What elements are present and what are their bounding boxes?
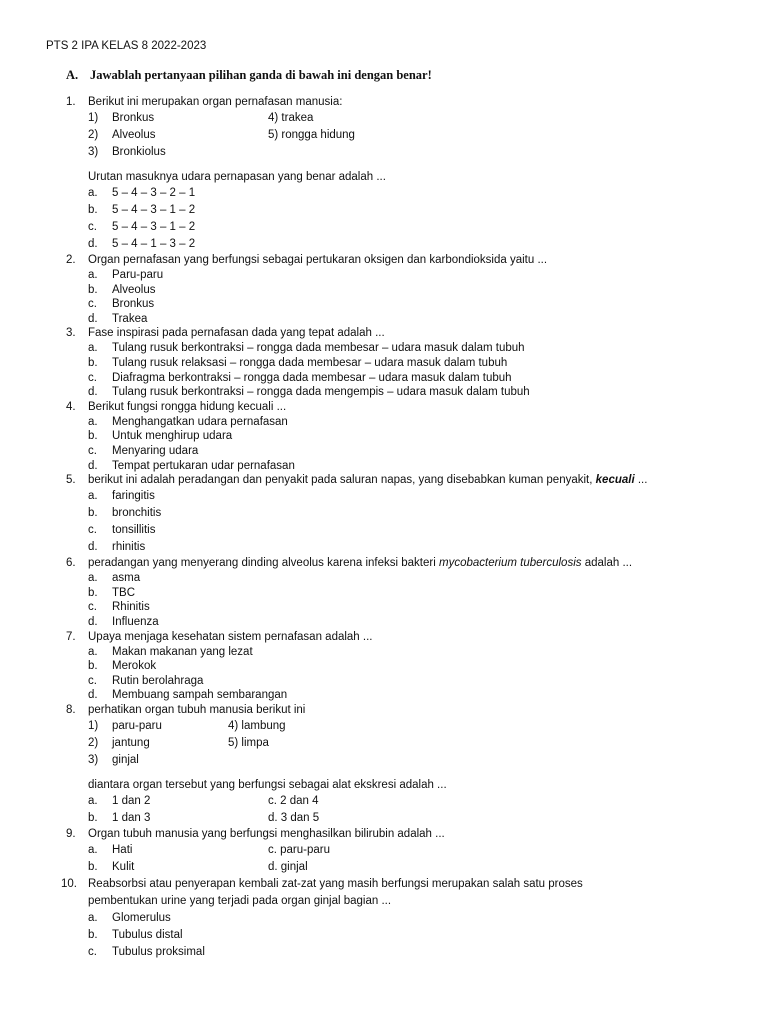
answer-option[interactable]: d. rhinitis [88, 541, 146, 554]
organ-list [88, 718, 746, 769]
answer-option[interactable]: b. Alveolus [88, 283, 156, 296]
answer-option[interactable]: c. Menyaring udara [88, 444, 199, 457]
answer-option[interactable]: a. Paru-paru [88, 269, 164, 281]
answer-options [88, 341, 746, 399]
question-text: Fase inspirasi pada pernafasan dada yang tepat adalah ... [88, 327, 385, 340]
section-heading [66, 68, 432, 83]
answer-option[interactable]: d. Trakea [88, 312, 148, 325]
answer-option[interactable]: d. Tempat pertukaran udar pernafasan [88, 459, 295, 472]
list-item: 4) lambung [228, 719, 286, 732]
section-label: A. [66, 68, 79, 82]
question-text: Reabsorbsi atau penyerapan kembali zat-zat yang masih berfungsi merupakan salah satu proses [88, 877, 583, 890]
answer-options [88, 185, 746, 253]
list-item: 1) paru-paru [88, 719, 162, 732]
list-item: 3) ginjal [88, 753, 139, 766]
answer-option[interactable]: a. asma [88, 572, 141, 585]
question-8 [66, 703, 746, 827]
question-3 [66, 326, 746, 399]
answer-option[interactable]: c. Tubulus proksimal [88, 945, 205, 958]
answer-option[interactable]: d. 5 – 4 – 1 – 3 – 2 [88, 238, 196, 250]
answer-options [88, 571, 746, 629]
answer-options [88, 793, 746, 827]
question-text: perhatikan organ tubuh manusia berikut ini [88, 703, 306, 716]
answer-option[interactable]: c. tonsillitis [88, 524, 156, 537]
question-number: 4. [66, 400, 76, 413]
answer-option[interactable]: d. ginjal [268, 860, 308, 873]
list-item: 2) jantung [88, 736, 150, 749]
answer-option[interactable]: d. 3 dan 5 [268, 811, 320, 824]
list-item: 4) trakea [268, 112, 314, 124]
question-6 [66, 556, 746, 629]
answer-option[interactable]: c. Diafragma berkontraksi – rongga dada membesar – udara masuk dalam tubuh [88, 371, 512, 384]
question-number: 9. [66, 827, 76, 840]
answer-option[interactable]: a. Glomerulus [88, 911, 171, 924]
answer-option[interactable]: b. Merokok [88, 660, 157, 673]
answer-option[interactable]: b. Kulit [88, 860, 135, 873]
answer-option[interactable]: a. Tulang rusuk berkontraksi – rongga dada membesar – udara masuk dalam tubuh [88, 342, 525, 355]
question-9 [66, 827, 746, 876]
question-5 [66, 473, 746, 556]
question-text: Organ tubuh manusia yang berfungsi menghasilkan bilirubin adalah ... [88, 827, 445, 840]
answer-option[interactable]: b. 1 dan 3 [88, 811, 151, 824]
answer-option[interactable]: d. Influenza [88, 615, 159, 628]
answer-option[interactable]: b. bronchitis [88, 507, 162, 520]
question-text: Upaya menjaga kesehatan sistem pernafasan adalah ... [88, 630, 373, 643]
document-header: PTS 2 IPA KELAS 8 2022-2023 [46, 40, 207, 52]
answer-option[interactable]: b. Tubulus distal [88, 928, 183, 941]
question-number: 2. [66, 254, 76, 266]
answer-option[interactable]: b. 5 – 4 – 3 – 1 – 2 [88, 204, 196, 216]
answer-option[interactable]: c. paru-paru [268, 843, 331, 856]
answer-option[interactable]: a. 1 dan 2 [88, 794, 151, 807]
answer-option[interactable]: a. Makan makanan yang lezat [88, 645, 253, 658]
question-prompt: Urutan masuknya udara pernapasan yang benar adalah ... [88, 171, 386, 183]
answer-options [88, 415, 746, 473]
list-item: 5) limpa [228, 736, 269, 749]
answer-options [88, 645, 746, 703]
answer-option[interactable]: c. Rhinitis [88, 601, 150, 614]
question-1 [66, 95, 746, 253]
answer-options [88, 910, 746, 961]
question-number: 3. [66, 327, 76, 340]
answer-options [88, 488, 746, 556]
question-list [61, 95, 746, 961]
question-text-continued: pembentukan urine yang terjadi pada organ ginjal bagian ... [88, 894, 392, 907]
answer-option[interactable]: a. 5 – 4 – 3 – 2 – 1 [88, 187, 196, 199]
question-text: Organ pernafasan yang berfungsi sebagai pertukaran oksigen dan karbondioksida yaitu ... [88, 254, 548, 266]
answer-option[interactable]: d. Tulang rusuk berkontraksi – rongga dada mengempis – udara masuk dalam tubuh [88, 386, 530, 399]
list-item: 3) Bronkiolus [88, 146, 166, 158]
list-item: 1) Bronkus [88, 112, 155, 124]
answer-option[interactable]: a. Hati [88, 843, 133, 856]
answer-option[interactable]: a. faringitis [88, 490, 155, 503]
answer-option[interactable]: c. 5 – 4 – 3 – 1 – 2 [88, 221, 196, 233]
question-text: Berikut fungsi rongga hidung kecuali ... [88, 400, 287, 413]
question-10 [61, 876, 746, 961]
answer-option[interactable]: d. Membuang sampah sembarangan [88, 689, 288, 702]
question-text: Berikut ini merupakan organ pernafasan manusia: [88, 96, 343, 108]
list-item: 5) rongga hidung [268, 129, 355, 141]
list-item: 2) Alveolus [88, 129, 156, 141]
answer-option[interactable]: b. Untuk menghirup udara [88, 430, 233, 443]
answer-option[interactable]: a. Menghangatkan udara pernafasan [88, 415, 288, 428]
answer-options [88, 842, 746, 876]
question-number: 6. [66, 557, 76, 570]
answer-option[interactable]: c. Rutin berolahraga [88, 674, 204, 687]
question-2 [66, 253, 746, 326]
question-number: 10. [61, 877, 77, 890]
section-title: Jawablah pertanyaan pilihan ganda di bawah ini dengan benar! [90, 68, 432, 82]
organ-list [88, 110, 746, 161]
question-prompt: diantara organ tersebut yang berfungsi sebagai alat ekskresi adalah ... [88, 778, 447, 791]
question-number: 8. [66, 703, 76, 716]
question-7 [66, 630, 746, 703]
question-text: peradangan yang menyerang dinding alveolus karena infeksi bakteri mycobacterium tuberculosis adalah ... [88, 557, 633, 570]
question-number: 1. [66, 96, 76, 108]
answer-option[interactable]: b. Tulang rusuk relaksasi – rongga dada membesar – udara masuk dalam tubuh [88, 356, 508, 369]
question-text: berikut ini adalah peradangan dan penyakit pada saluran napas, yang disebabkan kuman penyakit, kecuali ... [88, 474, 648, 487]
question-number: 7. [66, 630, 76, 643]
answer-option[interactable]: c. Bronkus [88, 298, 155, 311]
question-number: 5. [66, 474, 76, 487]
answer-option[interactable]: b. TBC [88, 586, 135, 599]
answer-option[interactable]: c. 2 dan 4 [268, 794, 319, 807]
question-4 [66, 400, 746, 473]
answer-options [88, 268, 746, 326]
